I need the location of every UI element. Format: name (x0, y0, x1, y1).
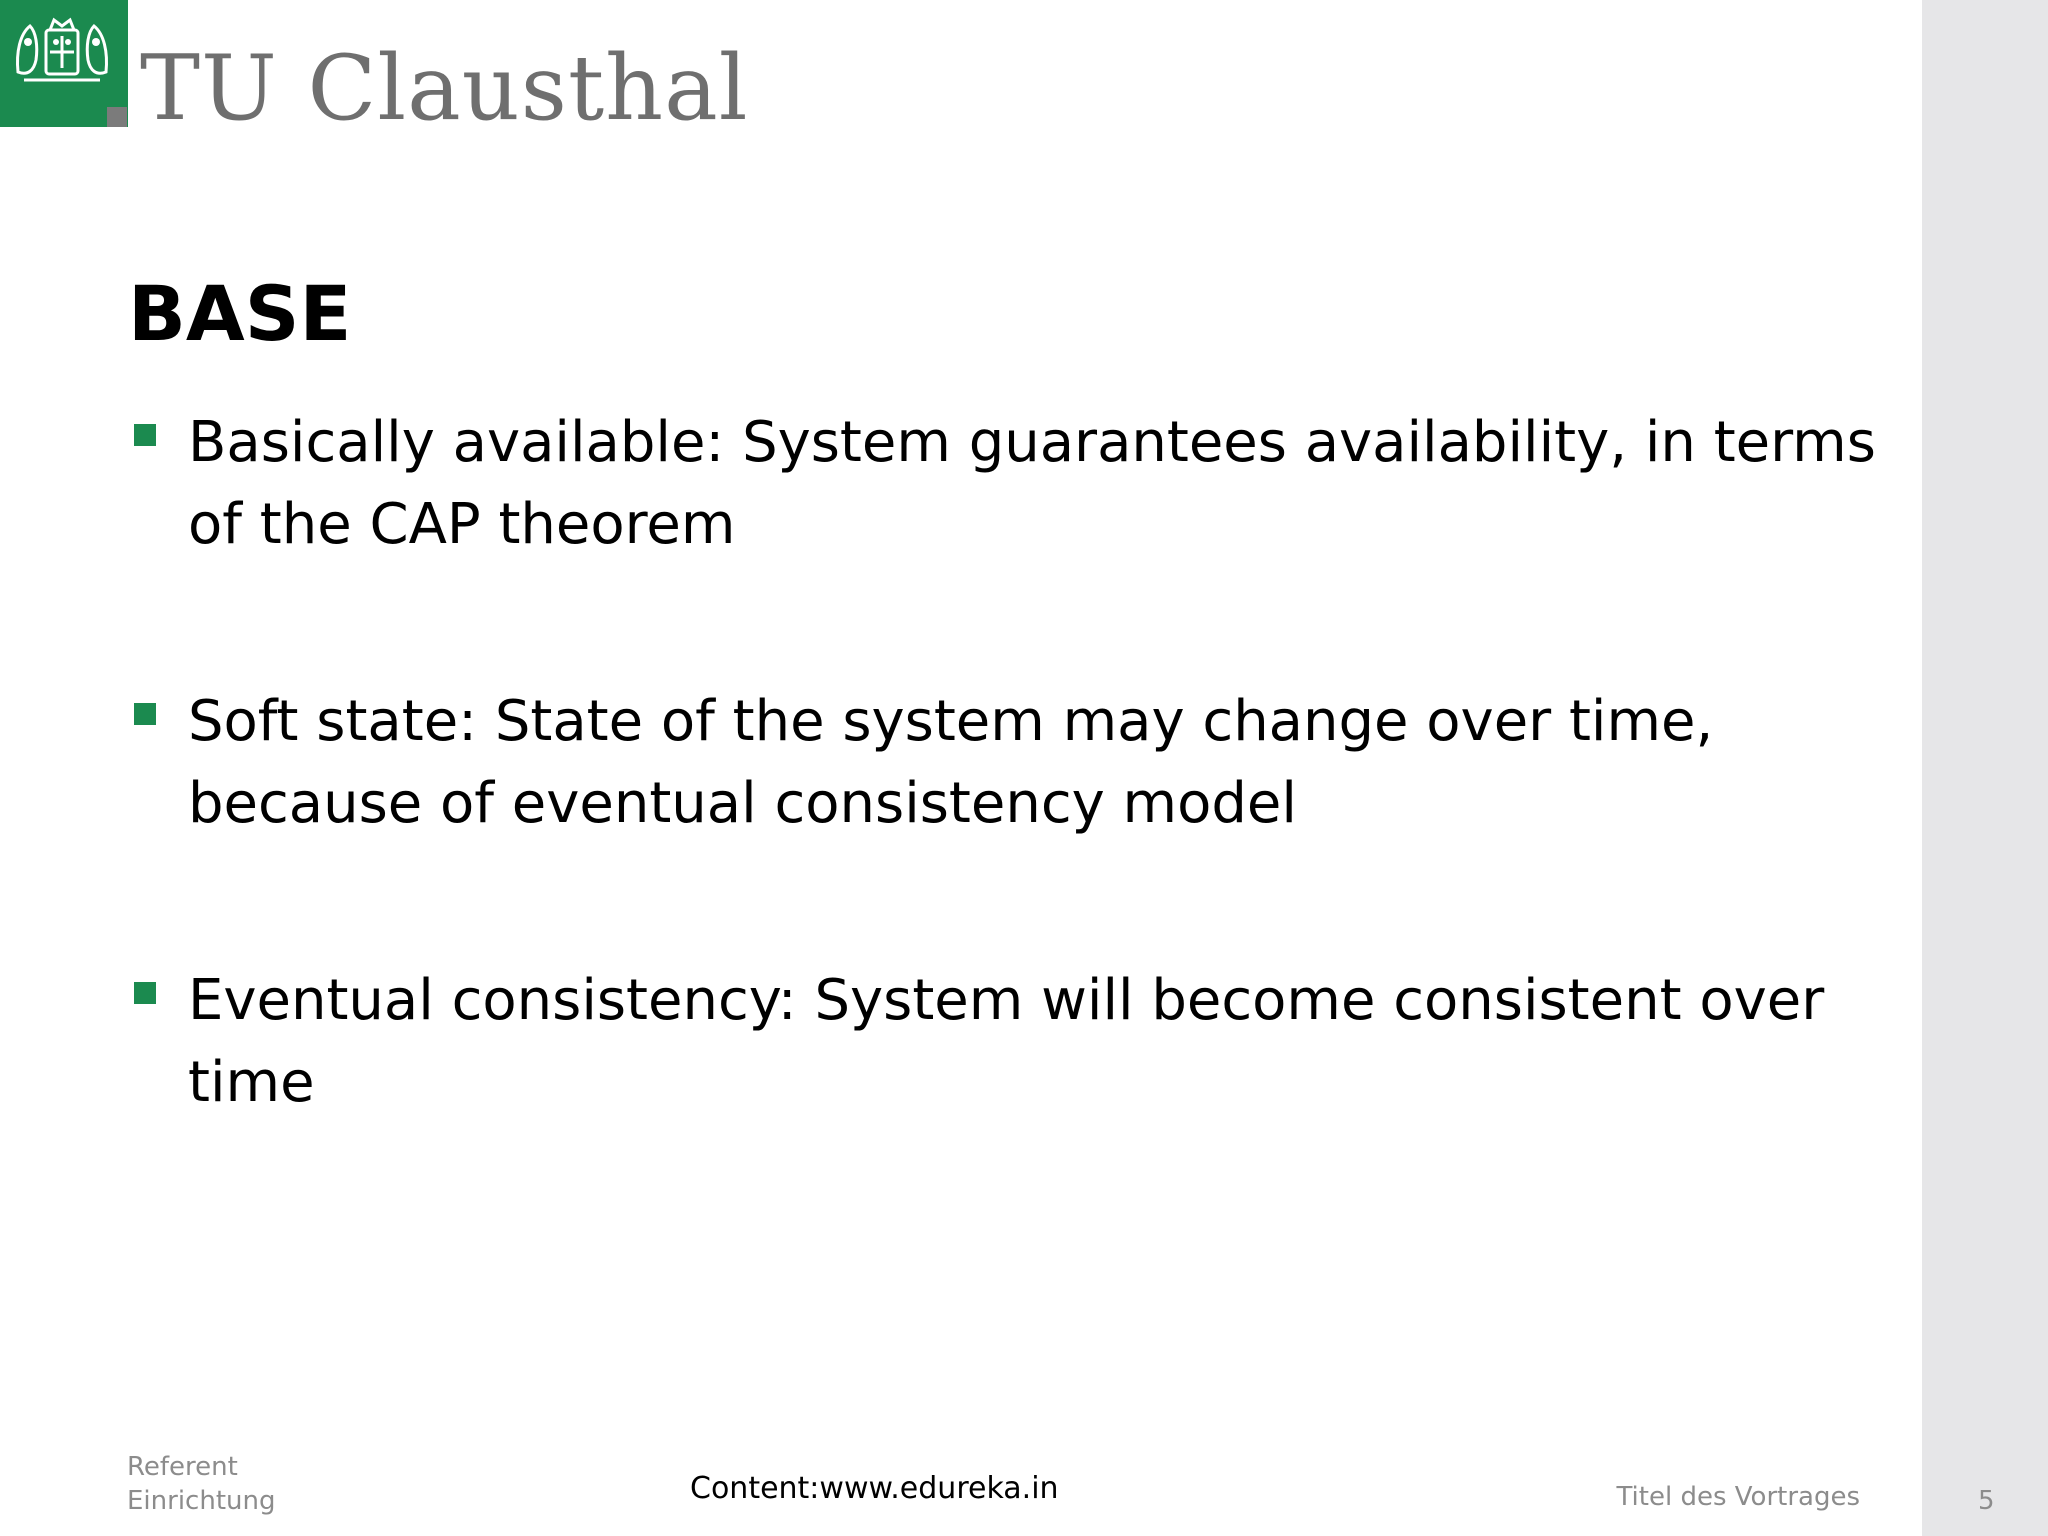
footer-talk-title: Titel des Vortrages (1616, 1482, 1860, 1512)
page-number: 5 (1978, 1486, 1995, 1516)
square-bullet-icon (134, 424, 156, 446)
slide-title: BASE (128, 269, 352, 358)
square-bullet-icon (134, 982, 156, 1004)
logo-wordmark: TU Clausthal (140, 36, 749, 141)
footer-content-credit: Content:www.edureka.in (690, 1471, 1059, 1506)
tu-clausthal-crest-icon (10, 12, 114, 90)
footer-institution: Einrichtung (127, 1486, 276, 1516)
bullet-text: Eventual consistency: System will become consistent over time (188, 968, 1825, 1115)
bullet-text: Soft state: State of the system may change over time, because of eventual consistency model (188, 689, 1714, 836)
square-bullet-icon (134, 703, 156, 725)
right-side-band (1922, 0, 2048, 1536)
bullet-text: Basically available: System guarantees availability, in terms of the CAP theorem (188, 410, 1876, 557)
logo-square (107, 107, 127, 127)
footer-referent: Referent (127, 1452, 238, 1482)
footer-speaker-info (127, 1450, 275, 1518)
